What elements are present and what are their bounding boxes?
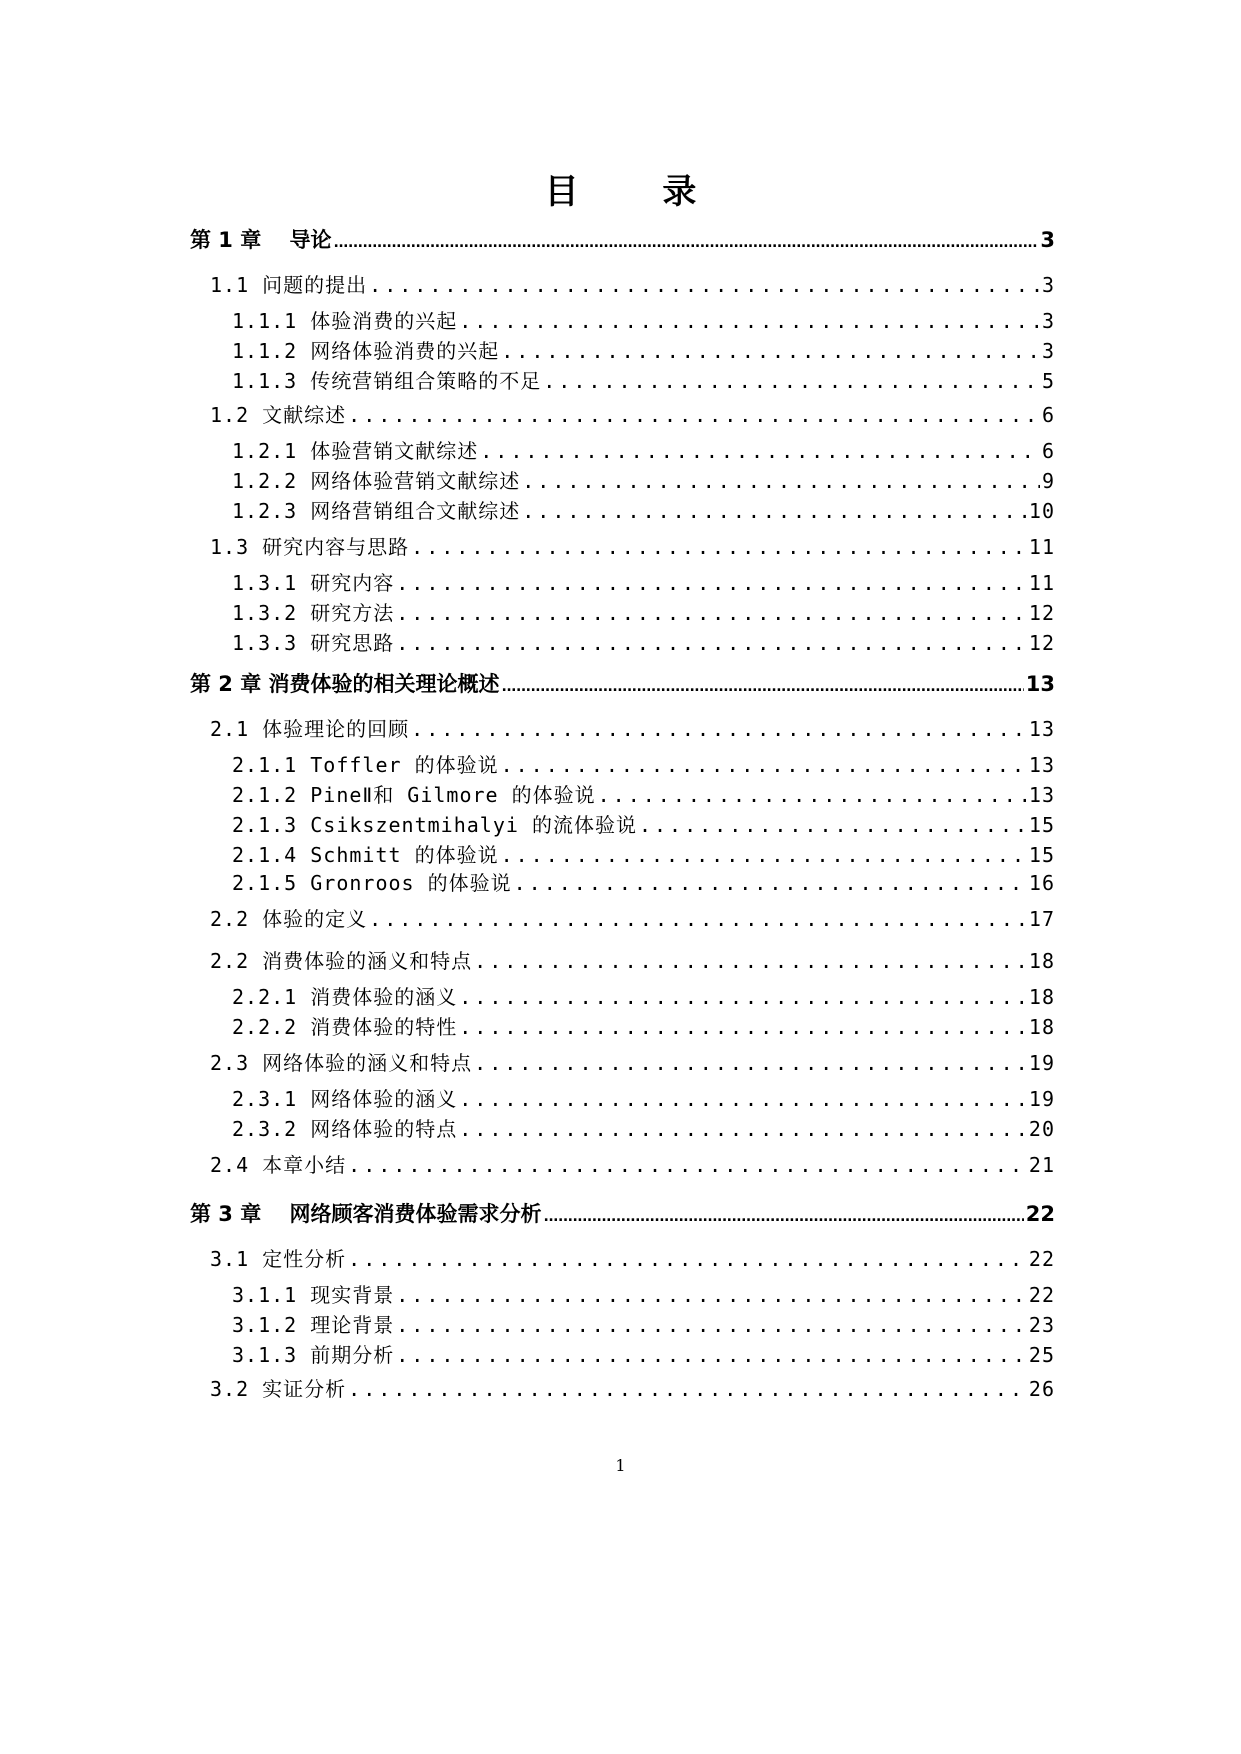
toc-entry-page: 22 (1025, 1202, 1055, 1226)
toc-entry-page: 15 (1028, 843, 1055, 867)
toc-dot-leader (348, 1152, 1027, 1178)
toc-entry-s3_2[interactable] (210, 1376, 1055, 1402)
toc-dot-leader (396, 600, 1027, 626)
toc-dot-leader (501, 752, 1027, 778)
toc-dot-leader (334, 226, 1039, 257)
toc-entry-s2_1_5[interactable] (232, 870, 1055, 896)
toc-entry-s3_1[interactable] (210, 1246, 1055, 1272)
toc-dot-leader (348, 1376, 1027, 1402)
toc-dot-leader (396, 570, 1027, 596)
toc-dot-leader (474, 1050, 1027, 1076)
toc-dot-leader (522, 498, 1027, 524)
toc-entry-s2_1_2[interactable] (232, 782, 1055, 808)
toc-entry-s2_2b[interactable] (210, 948, 1055, 974)
toc-entry-page: 12 (1028, 631, 1055, 655)
toc-entry-s2_1_3[interactable] (232, 812, 1055, 838)
toc-dot-leader (598, 782, 1027, 808)
toc-dot-leader (501, 338, 1040, 364)
toc-entry-s2_3_2[interactable] (232, 1116, 1055, 1142)
toc-entry-label: 第 2 章 消费体验的相关理论概述 (190, 672, 500, 696)
toc-entry-label: 3.1.3 前期分析 (232, 1343, 395, 1367)
toc-entry-label: 1.3.1 研究内容 (232, 571, 395, 595)
toc-entry-page: 22 (1028, 1283, 1055, 1307)
toc-entry-label: 1.3 研究内容与思路 (210, 535, 410, 559)
toc-entry-label: 1.3.3 研究思路 (232, 631, 395, 655)
toc-entry-page: 16 (1028, 871, 1055, 895)
toc-entry-page: 13 (1028, 753, 1055, 777)
toc-entry-label: 1.2.1 体验营销文献综述 (232, 439, 479, 463)
toc-entry-label: 2.2.1 消费体验的涵义 (232, 985, 458, 1009)
toc-entry-s2_3[interactable] (210, 1050, 1055, 1076)
toc-entry-s1_1_3[interactable] (232, 368, 1055, 394)
toc-entry-s3_1_1[interactable] (232, 1282, 1055, 1308)
toc-entry-s2_1_1[interactable] (232, 752, 1055, 778)
toc-entry-ch2[interactable] (190, 670, 1055, 701)
toc-entry-page: 13 (1025, 672, 1055, 696)
toc-entry-label: 2.2.2 消费体验的特性 (232, 1015, 458, 1039)
toc-dot-leader (396, 630, 1027, 656)
toc-entry-page: 26 (1028, 1377, 1055, 1401)
toc-dot-leader (639, 812, 1027, 838)
toc-entry-page: 6 (1041, 439, 1055, 463)
toc-entry-s1_3_1[interactable] (232, 570, 1055, 596)
toc-entry-label: 2.1.5 Gronroos 的体验说 (232, 871, 512, 895)
toc-entry-label: 1.1.2 网络体验消费的兴起 (232, 339, 500, 363)
toc-entry-s1_2[interactable] (210, 402, 1055, 428)
toc-entry-page: 11 (1028, 571, 1055, 595)
toc-entry-s3_1_3[interactable] (232, 1342, 1055, 1368)
toc-entry-label: 1.2.2 网络体验营销文献综述 (232, 469, 521, 493)
toc-entry-s1_1[interactable] (210, 272, 1055, 298)
toc-dot-leader (474, 948, 1027, 974)
toc-entry-label: 2.1.1 Toffler 的体验说 (232, 753, 499, 777)
toc-entry-label: 1.2 文献综述 (210, 403, 347, 427)
toc-entry-label: 3.2 实证分析 (210, 1377, 347, 1401)
toc-entry-page: 18 (1028, 985, 1055, 1009)
toc-entry-label: 3.1 定性分析 (210, 1247, 347, 1271)
toc-entry-label: 第 1 章 导论 (190, 228, 332, 252)
toc-entry-s3_1_2[interactable] (232, 1312, 1055, 1338)
toc-entry-label: 3.1.2 理论背景 (232, 1313, 395, 1337)
toc-entry-label: 2.3.2 网络体验的特点 (232, 1117, 458, 1141)
toc-dot-leader (502, 670, 1024, 701)
toc-dot-leader (396, 1282, 1027, 1308)
toc-entry-label: 1.1.3 传统营销组合策略的不足 (232, 369, 542, 393)
toc-dot-leader (348, 1246, 1027, 1272)
toc-entry-label: 第 3 章 网络顾客消费体验需求分析 (190, 1202, 542, 1226)
toc-entry-page: 3 (1040, 228, 1055, 252)
toc-entry-ch3[interactable] (190, 1200, 1055, 1231)
toc-entry-label: 1.1.1 体验消费的兴起 (232, 309, 458, 333)
toc-entry-page: 18 (1028, 949, 1055, 973)
toc-entry-s2_2_2[interactable] (232, 1014, 1055, 1040)
toc-entry-page: 5 (1041, 369, 1055, 393)
toc-entry-label: 2.2 消费体验的涵义和特点 (210, 949, 473, 973)
toc-entry-page: 13 (1028, 717, 1055, 741)
toc-dot-leader (522, 468, 1040, 494)
toc-dot-leader (501, 842, 1027, 868)
toc-entry-s1_2_1[interactable] (232, 438, 1055, 464)
toc-entry-page: 17 (1028, 907, 1055, 931)
toc-entry-page: 3 (1041, 273, 1055, 297)
toc-entry-s2_2_1[interactable] (232, 984, 1055, 1010)
toc-entry-s1_2_2[interactable] (232, 468, 1055, 494)
toc-entry-s2_2a[interactable] (210, 906, 1055, 932)
toc-dot-leader (396, 1312, 1027, 1338)
toc-entry-page: 12 (1028, 601, 1055, 625)
toc-entry-page: 13 (1028, 783, 1055, 807)
toc-dot-leader (411, 534, 1027, 560)
toc-dot-leader (459, 984, 1027, 1010)
toc-dot-leader (459, 308, 1040, 334)
toc-entry-s1_2_3[interactable] (232, 498, 1055, 524)
toc-dot-leader (543, 368, 1040, 394)
toc-entry-s1_1_1[interactable] (232, 308, 1055, 334)
toc-entry-label: 2.3.1 网络体验的涵义 (232, 1087, 458, 1111)
toc-entry-s2_1[interactable] (210, 716, 1055, 742)
toc-entry-s2_1_4[interactable] (232, 842, 1055, 868)
toc-entry-page: 3 (1041, 309, 1055, 333)
toc-dot-leader (348, 402, 1040, 428)
toc-entry-page: 15 (1028, 813, 1055, 837)
page-number: 1 (615, 1456, 626, 1475)
toc-dot-leader (544, 1200, 1024, 1231)
toc-dot-leader (480, 438, 1040, 464)
toc-entry-page: 23 (1028, 1313, 1055, 1337)
toc-entry-page: 20 (1028, 1117, 1055, 1141)
toc-dot-leader (514, 870, 1027, 896)
toc-entry-page: 19 (1028, 1087, 1055, 1111)
toc-entry-s1_3[interactable] (210, 534, 1055, 560)
toc-entry-label: 2.1.4 Schmitt 的体验说 (232, 843, 499, 867)
toc-entry-label: 2.2 体验的定义 (210, 907, 368, 931)
toc-entry-page: 18 (1028, 1015, 1055, 1039)
toc-entry-label: 1.2.3 网络营销组合文献综述 (232, 499, 521, 523)
toc-entry-page: 11 (1028, 535, 1055, 559)
toc-entry-label: 1.1 问题的提出 (210, 273, 368, 297)
toc-entry-page: 10 (1028, 499, 1055, 523)
toc-entry-label: 2.1.2 PineⅡ和 Gilmore 的体验说 (232, 783, 596, 807)
toc-entry-label: 3.1.1 现实背景 (232, 1283, 395, 1307)
toc-entry-s1_1_2[interactable] (232, 338, 1055, 364)
toc-entry-label: 1.3.2 研究方法 (232, 601, 395, 625)
toc-entry-page: 6 (1041, 403, 1055, 427)
toc-entry-label: 2.4 本章小结 (210, 1153, 347, 1177)
toc-entry-s1_3_2[interactable] (232, 600, 1055, 626)
toc-entry-page: 3 (1041, 339, 1055, 363)
toc-entry-s2_4[interactable] (210, 1152, 1055, 1178)
toc-dot-leader (369, 906, 1027, 932)
toc-entry-page: 21 (1028, 1153, 1055, 1177)
toc-entry-ch1[interactable] (190, 226, 1055, 257)
toc-entry-page: 9 (1041, 469, 1055, 493)
toc-dot-leader (411, 716, 1027, 742)
toc-dot-leader (396, 1342, 1027, 1368)
toc-entry-page: 19 (1028, 1051, 1055, 1075)
toc-title: 目 录 (544, 172, 733, 212)
toc-dot-leader (459, 1014, 1027, 1040)
toc-entry-s2_3_1[interactable] (232, 1086, 1055, 1112)
toc-entry-label: 2.1 体验理论的回顾 (210, 717, 410, 741)
toc-entry-page: 22 (1028, 1247, 1055, 1271)
toc-entry-s1_3_3[interactable] (232, 630, 1055, 656)
toc-dot-leader (459, 1086, 1027, 1112)
toc-entry-page: 25 (1028, 1343, 1055, 1367)
toc-entry-label: 2.1.3 Csikszentmihalyi 的流体验说 (232, 813, 637, 837)
toc-dot-leader (459, 1116, 1027, 1142)
toc-entry-label: 2.3 网络体验的涵义和特点 (210, 1051, 473, 1075)
toc-dot-leader (369, 272, 1040, 298)
